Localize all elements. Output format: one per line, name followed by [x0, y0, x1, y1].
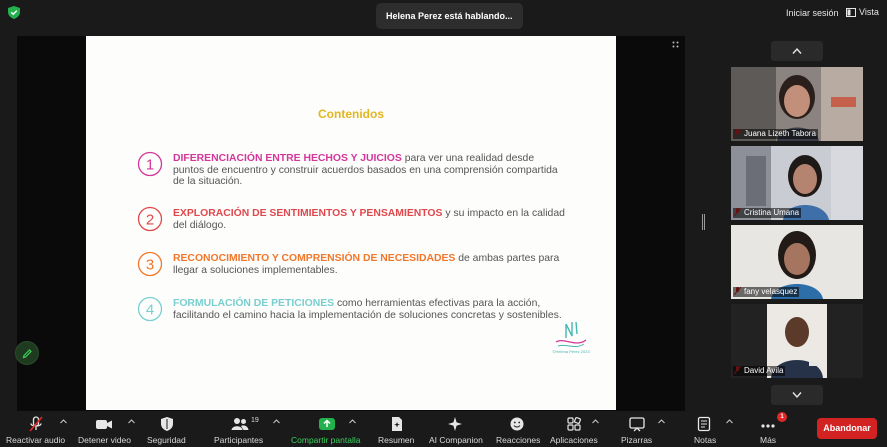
annotate-button[interactable]: [15, 341, 39, 365]
more-dots-icon: [760, 416, 776, 432]
number-4-icon: [137, 296, 163, 322]
item-description: de ambas partes para llegar a soluciones implementables.: [173, 253, 560, 276]
view-button[interactable]: [846, 7, 879, 17]
toolbar-label: Participantes: [214, 435, 264, 445]
svg-text:4: 4: [145, 301, 155, 319]
participants-icon: [231, 416, 249, 432]
item-highlight: DIFERENCIACIÓN ENTRE HECHOS Y JUICIOS: [173, 153, 402, 164]
number-1-icon: [137, 151, 163, 177]
notification-badge: 1: [777, 412, 787, 422]
item-highlight: EXPLORACIÓN DE SENTIMIENTOS Y PENSAMIENTOS: [173, 208, 443, 219]
content-item-text: [173, 208, 568, 231]
toolbar-label: Notas: [694, 435, 717, 445]
chevron-down-icon: [792, 391, 802, 399]
whiteboard-icon: [628, 416, 646, 432]
sparkle-icon: [447, 416, 463, 432]
whiteboards-button[interactable]: [614, 412, 660, 447]
item-description: y su impacto en la calidad del diálogo.: [173, 208, 565, 231]
toolbar-label: Pizarras: [621, 435, 653, 445]
leave-meeting-button[interactable]: Abandonar: [817, 418, 877, 439]
content-item-text: [173, 298, 568, 321]
shield-icon: [160, 416, 174, 432]
more-button[interactable]: [750, 412, 786, 447]
item-highlight: FORMULACIÓN DE PETICIONES: [173, 298, 335, 309]
toolbar-label: Reactivar audio: [6, 435, 66, 445]
smiley-icon: [509, 416, 525, 432]
apps-button[interactable]: [548, 412, 602, 447]
chevron-up-icon[interactable]: [726, 419, 733, 424]
grid-view-icon: [846, 8, 856, 17]
participants-count: 19: [251, 417, 259, 424]
toolbar-label: Aplicaciones: [550, 435, 598, 445]
toolbar-label: Compartir pantalla: [291, 435, 361, 445]
security-button[interactable]: [143, 412, 193, 447]
panel-resize-handle[interactable]: [702, 214, 705, 230]
slide-credit: ©Helena Pérez 2023: [552, 349, 590, 354]
chevron-up-icon[interactable]: [128, 419, 135, 424]
number-2-icon: [137, 206, 163, 232]
chevron-up-icon[interactable]: [592, 419, 599, 424]
participant-name: fany velasquez: [733, 287, 799, 297]
notes-icon: [697, 416, 711, 432]
participant-tile[interactable]: [731, 304, 863, 378]
content-item-text: [173, 253, 568, 276]
summary-button[interactable]: [374, 412, 420, 447]
share-screen-icon: [318, 416, 336, 432]
participant-tile[interactable]: [731, 225, 863, 299]
summary-document-icon: [389, 416, 405, 432]
item-description: como herramientas efectivas para la acción, facilitando el camino hacia la implementación de soluciones concretas y sostenibles.: [173, 298, 562, 321]
chevron-up-icon[interactable]: [349, 419, 356, 424]
share-screen-button[interactable]: [288, 412, 366, 447]
meeting-toolbar: [0, 412, 887, 447]
pencil-icon: [22, 348, 33, 359]
chevron-up-icon[interactable]: [658, 419, 665, 424]
gallery-scroll-down-button[interactable]: [771, 385, 823, 405]
muted-mic-icon: [28, 416, 44, 432]
ai-companion-button[interactable]: [426, 412, 486, 447]
item-highlight: RECONOCIMIENTO Y COMPRENSIÓN DE NECESIDADES: [173, 253, 456, 264]
content-item-text: [173, 153, 568, 188]
number-3-icon: [137, 251, 163, 277]
svg-text:2: 2: [145, 211, 155, 229]
chevron-up-icon[interactable]: [60, 419, 67, 424]
drag-handle-icon[interactable]: [672, 41, 680, 49]
video-camera-icon: [95, 416, 113, 432]
brand-logo-icon: [546, 318, 596, 366]
participant-tile[interactable]: [731, 67, 863, 141]
shield-icon[interactable]: [8, 6, 20, 19]
participants-button[interactable]: [206, 412, 276, 447]
toolbar-label: Resumen: [378, 435, 415, 445]
participant-name: Cristina Umana: [733, 208, 801, 218]
toolbar-label: Más: [760, 435, 777, 445]
notes-button[interactable]: [684, 412, 724, 447]
apps-icon: [566, 416, 582, 432]
toolbar-label: Reacciones: [496, 435, 541, 445]
view-label: Vista: [859, 7, 879, 17]
chevron-up-icon[interactable]: [273, 419, 280, 424]
toolbar-label: AI Companion: [429, 435, 483, 445]
toolbar-label: Seguridad: [147, 435, 186, 445]
svg-text:3: 3: [145, 256, 155, 274]
reactions-button[interactable]: [492, 412, 542, 447]
item-description: para ver una realidad desde puntos de encuentro y construir acuerdos basados en una comprensión compartida de la situación.: [173, 153, 558, 187]
toolbar-label: Detener video: [78, 435, 131, 445]
participant-name: Juana Lizeth Tabora: [733, 129, 818, 139]
sign-in-button[interactable]: Iniciar sesión: [786, 8, 839, 18]
active-speaker-banner: Helena Perez está hablando...: [376, 3, 523, 29]
slide-title: Contenidos: [318, 107, 384, 121]
stop-video-button[interactable]: [74, 412, 138, 447]
gallery-scroll-up-button[interactable]: [771, 41, 823, 61]
top-bar: [0, 0, 887, 28]
presentation-slide: [86, 36, 616, 410]
svg-text:1: 1: [145, 156, 155, 174]
participant-name: David Avila: [733, 366, 785, 376]
chevron-up-icon: [792, 47, 802, 55]
participant-tile[interactable]: [731, 146, 863, 220]
unmute-audio-button[interactable]: [0, 412, 70, 447]
